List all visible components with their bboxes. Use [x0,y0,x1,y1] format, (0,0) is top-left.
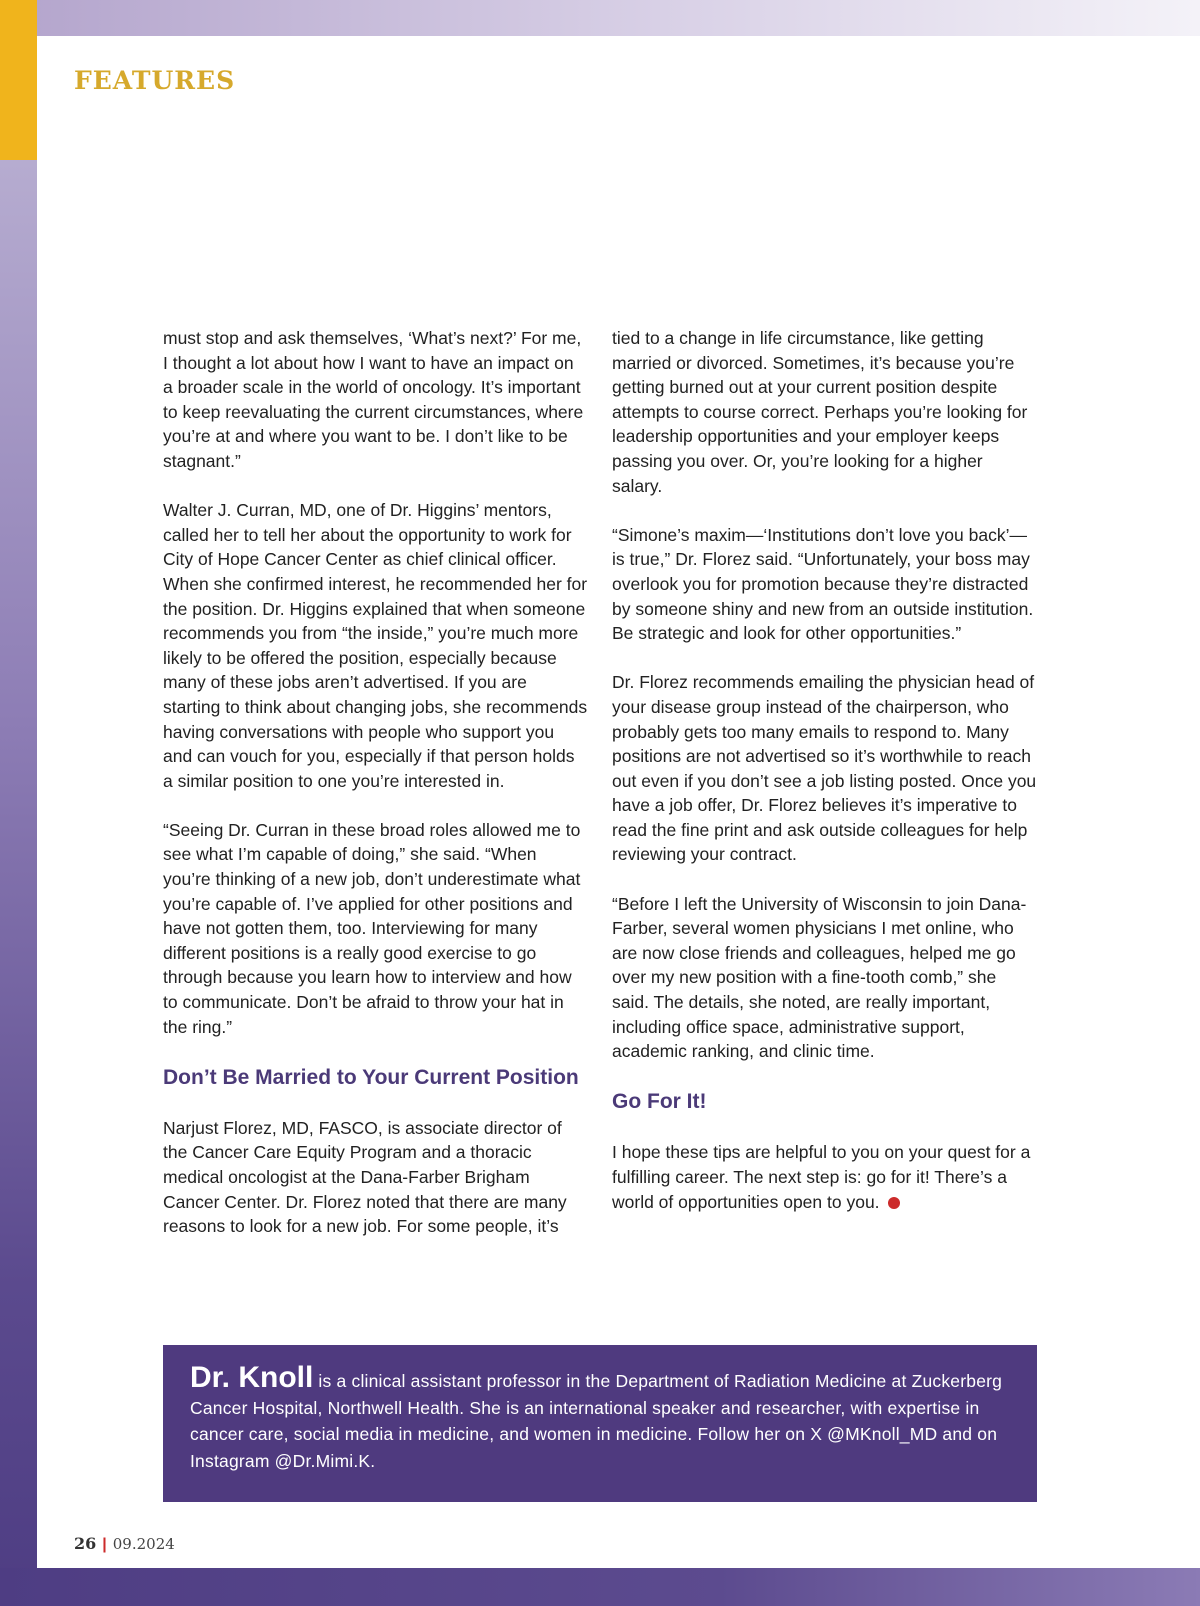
body-paragraph: tied to a change in life circumstance, like getting married or divorced. Sometimes, it’s because you’re getting burned out at your current position despite attempts to course correct. Perhaps you’re looking for leadership opportunities and your employer keeps passing you over. Or, you’re looking for a higher salary. [612,328,1028,496]
bottom-decorative-band [0,1568,1200,1606]
footer-separator: | [102,1536,107,1553]
body-paragraph: “Before I left the University of Wisconsin to join Dana-Farber, several women physicians I met online, who are now close friends and colleagues, helped me go over my new position with a fine-tooth comb,” she said. The details, she noted, are really important, including office space, administrative support, academic ranking, and clinic time. [612,893,1027,1062]
author-bio-text: is a clinical assistant professor in the Department of Radiation Medicine at Zuckerberg Cancer Hospital, Northwell Health. She is an international speaker and researcher, with expertise in cancer care, social media in medicine, and women in medicine. Follow her on X @MKnoll_MD and on Instagram @Dr.Mimi.K. [190,1371,1003,1471]
body-paragraph: Walter J. Curran, MD, one of Dr. Higgins’ mentors, called her to tell her about the opportunity to work for City of Hope Cancer Center as chief clinical officer. When she confirmed interest, he recommended her for the position. Dr. Higgins explained that when someone recommends you from “the inside,” you’re much more likely to be offered the position, especially because many of these jobs aren’t advertised. If you are starting to think about changing jobs, she recommends having conversations with people who support you and can vouch for you, especially if that person holds a similar position to one you’re interested in. [163,500,588,791]
section-label: FEATURES [74,66,236,95]
issue-date: 09.2024 [112,1535,175,1553]
right-column [612,326,1037,1239]
section-color-tab [0,0,37,160]
section-heading: Go For It! [612,1090,707,1114]
left-decorative-band [0,0,37,1606]
end-of-article-dot-icon [888,1197,900,1209]
body-paragraph: “Seeing Dr. Curran in these broad roles allowed me to see what I’m capable of doing,” she said. “When you’re thinking of a new job, don’t underestimate what you’re capable of. I’ve applied for other positions and have not gotten them, too. Interviewing for many different positions is a really good exercise to go through because you learn how to interview and how to communicate. Don’t be afraid to throw your hat in the ring.” [163,819,581,1037]
page-footer [74,1534,175,1554]
body-paragraph: must stop and ask themselves, ‘What’s next?’ For me, I thought a lot about how I want to have an impact on a broader scale in the world of oncology. It’s important to keep reevaluating the current circumstances, where you’re at and where you want to be. I don’t like to be stagnant.” [163,328,584,471]
body-paragraph: Dr. Florez recommends emailing the physician head of your disease group instead of the chairperson, who probably gets too many emails to respond to. Many positions are not advertised so it’s worthwhile to reach out even if you don’t see a job listing posted. Once you have a job offer, Dr. Florez believes it’s imperative to read the fine print and ask outside colleagues for help reviewing your contract. [612,672,1037,865]
body-paragraph: Narjust Florez, MD, FASCO, is associate director of the Cancer Care Equity Program and a thoracic medical oncologist at the Dana-Farber Brigham Cancer Center. Dr. Florez noted that there are many reasons to look for a new job. For some people, it’s [163,1117,567,1237]
closing-text: I hope these tips are helpful to you on your quest for a fulfilling career. The next step is: go for it! There’s a world of opportunities open to you. [612,1142,1031,1212]
top-decorative-band [0,0,1200,36]
closing-paragraph [612,1140,1037,1214]
author-bio-box [163,1345,1037,1502]
left-column [163,326,588,1263]
author-name: Dr. Knoll [190,1361,314,1394]
page-number: 26 [74,1534,97,1553]
body-paragraph: “Simone’s maxim—‘Institutions don’t love you back’—is true,” Dr. Florez said. “Unfortunately, your boss may overlook you for promotion because they’re distracted by someone shiny and new from an outside institution. Be strategic and look for other opportunities.” [612,524,1034,644]
section-heading: Don’t Be Married to Your Current Position [163,1065,579,1089]
